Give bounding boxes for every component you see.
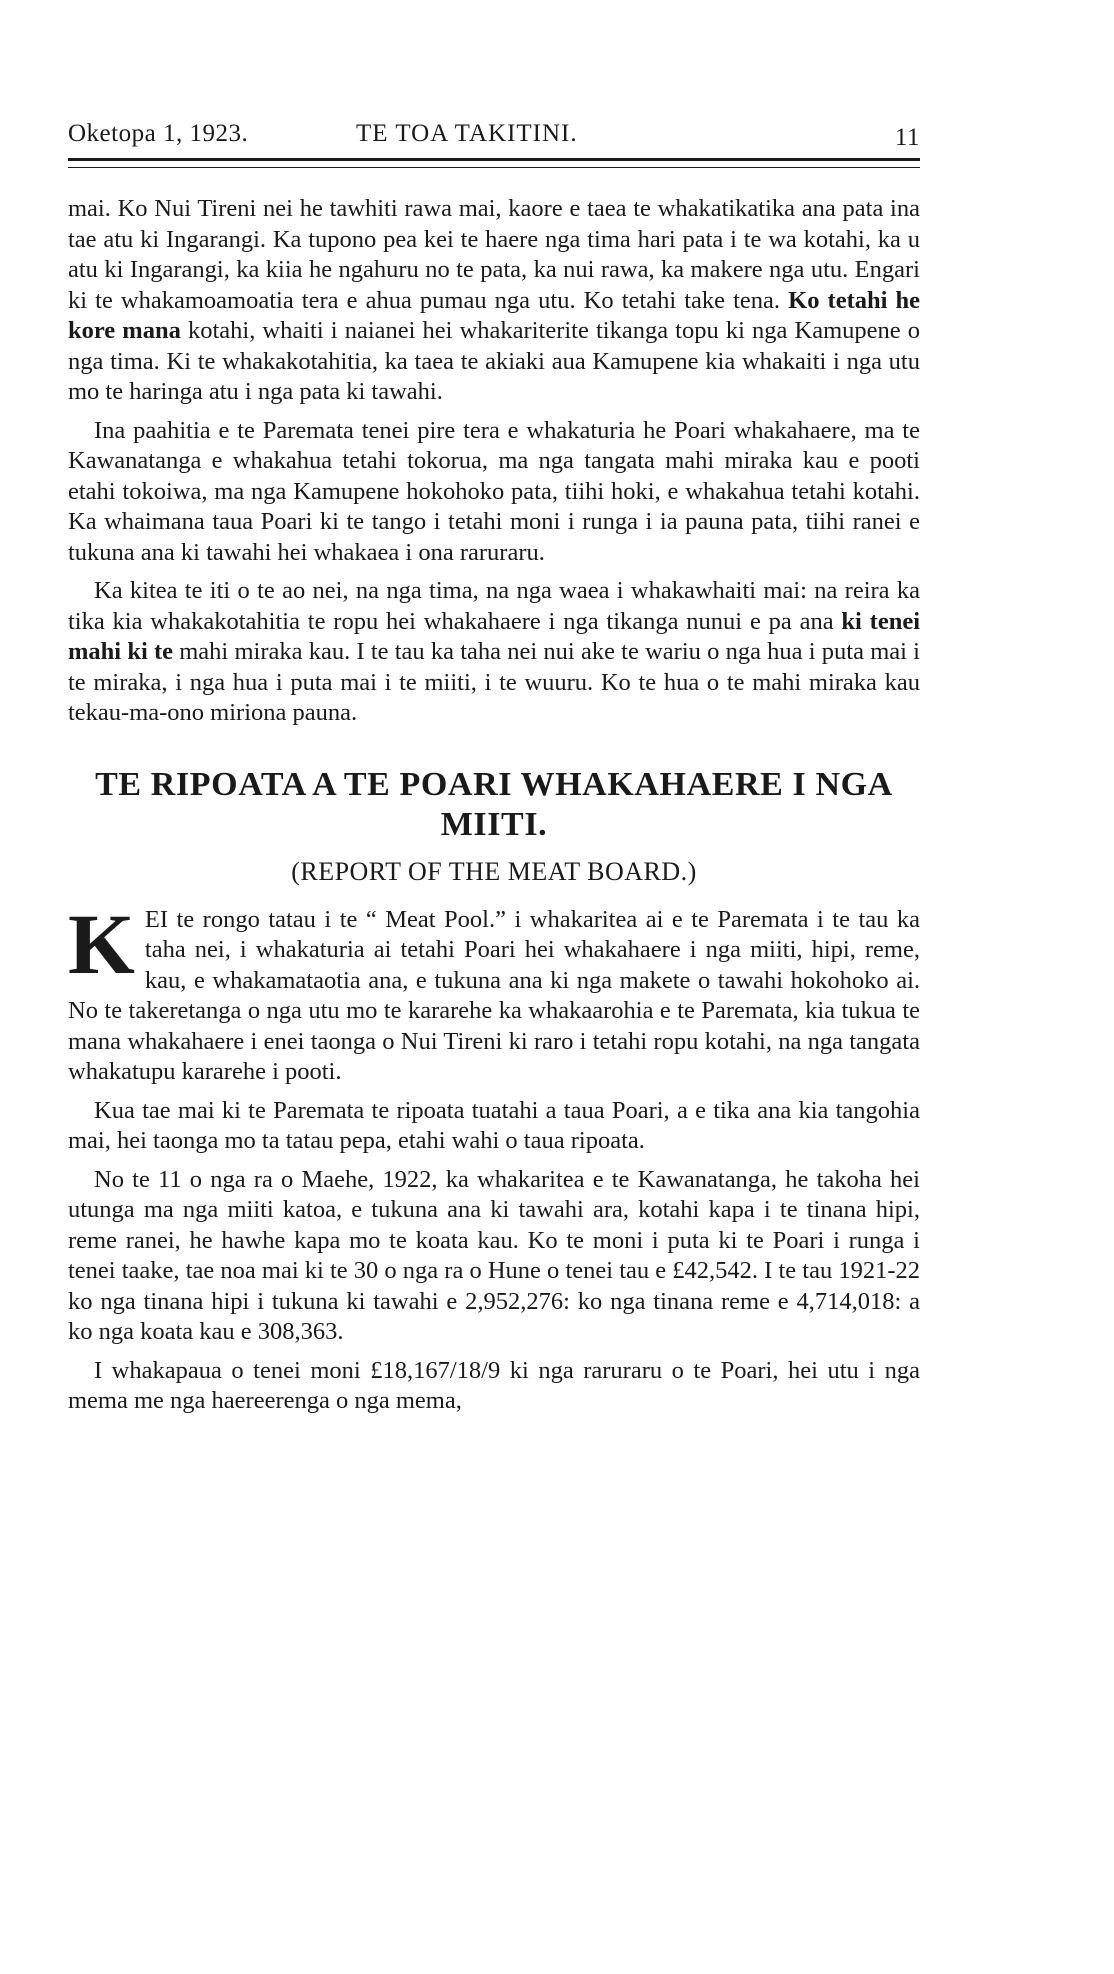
paragraph-text: Ka kitea te iti o te ao nei, na nga tima, na nga waea i whakawhaiti mai: na reira ka tika kia whakakotahitia te ropu hei whakahaere i nga tikanga nunui e pa ana	[68, 577, 920, 635]
document-page	[68, 110, 920, 1425]
paragraph	[68, 895, 920, 1088]
page-number: 11	[894, 124, 920, 151]
header-title: TE TOA TAKITINI.	[356, 120, 578, 147]
drop-cap: K	[68, 895, 135, 992]
paragraph-text: kotahi, whaiti i naianei hei whakariterite tikanga topu ki nga Kamupene o nga tima. Ki te whakakotahitia, ka taea te akiaki aua Kamupene kia whakaiti i nga utu mo te haringa atu i nga pata ki tawahi.	[68, 317, 920, 405]
paragraph: I whakapaua o tenei moni £18,167/18/9 ki nga raruraru o te Poari, hei utu i nga mema me nga haereerenga o nga mema,	[68, 1356, 920, 1414]
header-date: Oketopa 1, 1923.	[68, 120, 249, 147]
paragraph-text: Ina paahitia e te Paremata tenei pire tera e whakaturia he Poari whakahaere, ma te Kawanatanga e whakahua tetahi tokorua, ma nga tangata mahi miraka kau e pooti etahi tokoiwa, ma nga Kamupene hokohoko pata, tiihi hoki, e whakahua tetahi kotahi. Ka whaimana taua Poari ki te tango i tetahi moni i runga i ia pauna pata, tiihi ranei e tukuna ana ki tawahi hei whakaea i ona raruraru.	[68, 416, 920, 566]
section-heading: TE RIPOATA A TE POARI WHAKAHAERE I NGA MIITI.	[95, 765, 893, 843]
running-header	[68, 110, 920, 150]
bold-text: Ko tetahi he kore mana	[68, 286, 921, 344]
paragraph-text: mai. Ko Nui Tireni nei he tawhiti rawa mai, kaore e taea te whakatikatika ana pata ina tae atu ki Ingarangi. Ka tupono pea kei te haere nga tima hari pata i te wa kotahi, ka u atu ki Ingarangi, ka kiia he ngahuru no te pata, ka nui rawa, ka makere nga utu. Engari ki te whakamoamoatia tera e ahua pumau nga utu. Ko tetahi take tena.	[68, 195, 920, 314]
section-subtitle: (REPORT OF THE MEAT BOARD.)	[291, 856, 697, 886]
report-text	[68, 895, 920, 1417]
header-rule	[68, 158, 920, 168]
paragraph	[68, 576, 920, 729]
paragraph-text: EI te rongo tatau i te “ Meat Pool.” i whakaritea ai e te Paremata i te tau ka taha nei, i whakaturia ai tetahi Poari hei whakahaere i nga miiti, hipi, reme, kau, e whakamataotia ana, e tukuna ana ki nga makete o tawahi hokohoko ai. No te takeretanga o nga utu mo te kararehe ka whakaarohia e te Paremata, kia tukua te mana whakahaere i enei taonga o Nui Tireni ki raro i tetahi ropu kotahi, na nga tangata whakatupu kararehe i pooti.	[68, 905, 920, 1085]
paragraph	[68, 416, 920, 569]
bold-text: ki tenei mahi ki te	[68, 607, 920, 665]
intro-text	[68, 194, 920, 729]
paragraph: No te 11 o nga ra o Maehe, 1922, ka whakaritea e te Kawanatanga, he takoha hei utunga ma nga miiti katoa, e tukuna ana ki tawahi ara, kotahi kapa i te tinana hipi, reme ranei, he hawhe kapa mo te koata kau. Ko te moni i puta ki te Poari i runga i tenei taake, tae noa mai ki te 30 o nga ra o Hune o tenei tau e £42,542. I te tau 1921-22 ko nga tinana hipi i tukuna ki tawahi e 2,952,276: ko nga tinana reme e 4,714,018: a ko nga koata kau e 308,363.	[68, 1165, 920, 1345]
paragraph	[68, 194, 920, 408]
paragraph: Kua tae mai ki te Paremata te ripoata tuatahi a taua Poari, a e tika ana kia tangohia mai, hei taonga mo ta tatau pepa, etahi wahi o taua ripoata.	[68, 1096, 920, 1154]
paragraph-text: mahi miraka kau. I te tau ka taha nei nui ake te wariu o nga hua i puta mai i te miraka, i nga hua i puta mai i te miiti, i te wuuru. Ko te hua o te mahi miraka kau tekau-ma-ono miriona pauna.	[68, 638, 920, 726]
